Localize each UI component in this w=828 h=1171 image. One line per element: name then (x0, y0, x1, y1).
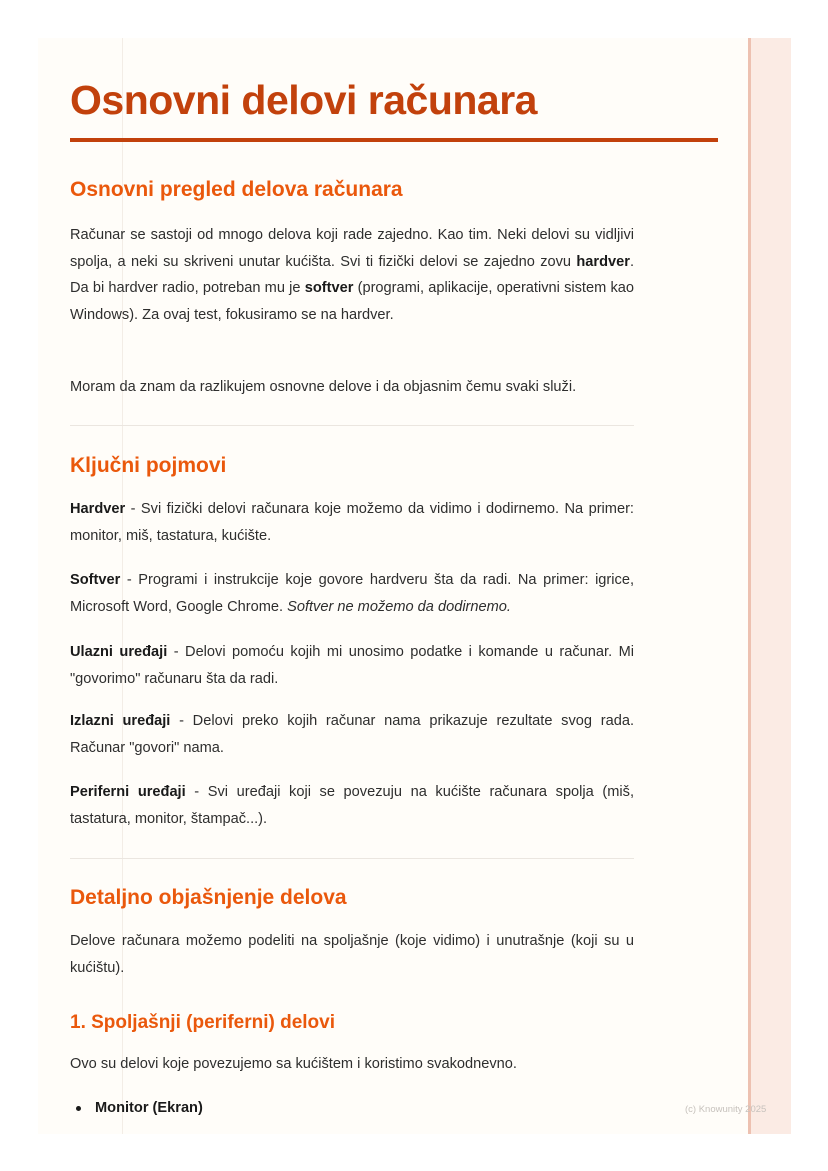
term-periferni-uredjaji (70, 779, 634, 832)
section-divider (70, 858, 634, 859)
external-parts-list (70, 1095, 203, 1121)
details-intro-paragraph: Delove računara možemo podeliti na spoljašnje (koje vidimo) i unutrašnje (koji su u kućištu). (70, 933, 634, 976)
list-item (70, 1095, 203, 1121)
bullet-icon (76, 1106, 81, 1111)
term-hardver (70, 496, 634, 549)
term-ulazni-uredjaji (70, 639, 634, 692)
section-heading-key-terms: Ključni pojmovi (70, 454, 227, 477)
term-label: Periferni uređaji (70, 784, 186, 800)
overview-paragraph (70, 222, 634, 328)
term-italic-note: Softver ne možemo da dodirnemo. (287, 598, 511, 615)
external-parts-intro: Ovo su delovi koje povezujemo sa kućištem i koristimo svakodnevno. (70, 1056, 517, 1072)
copyright-notice: (c) Knowunity 2025 (685, 1104, 767, 1115)
overview-text-3: (programi, aplikacije, operativni sistem kao Windows). Za ovaj test, fokusiramo se na hardver. (70, 280, 634, 323)
overview-goal-paragraph: Moram da znam da razlikujem osnovne delove i da objasnim čemu svaki služi. (70, 379, 577, 395)
term-definition: - Programi i instrukcije koje govore hardveru šta da radi. Na primer: igrice, Microsoft Word, Google Chrome. (70, 572, 634, 615)
right-margin-strip (748, 38, 791, 1134)
overview-text-1: Računar se sastoji od mnogo delova koji rade zajedno. Kao tim. Neki delovi su vidljivi spolja, a neki su skriveni unutar kućišta. Svi ti fizički delovi se zajedno zovu (70, 227, 634, 270)
section-heading-overview: Osnovni pregled delova računara (70, 178, 403, 201)
term-definition: - Delovi preko kojih računar nama prikazuje rezultate svog rada. Računar "govori" nama. (70, 713, 634, 756)
document-page (38, 38, 791, 1134)
term-hardver-bold: hardver (576, 253, 630, 270)
term-label: Izlazni uređaji (70, 713, 171, 729)
term-label: Ulazni uređaji (70, 644, 168, 660)
section-divider (70, 425, 634, 426)
term-definition: - Delovi pomoću kojih mi unosimo podatke i komande u računar. Mi "govorimo" računaru šta da radi. (70, 644, 634, 687)
overview-text-2: . Da bi hardver radio, potreban mu je (70, 253, 634, 296)
page-title: Osnovni delovi računara (70, 77, 537, 123)
list-item-label: Monitor (Ekran) (95, 1100, 203, 1116)
term-softver (70, 567, 634, 620)
subsection-heading-external-parts: 1. Spoljašnji (periferni) delovi (70, 1012, 335, 1033)
term-definition: - Svi uređaji koji se povezuju na kućište računara spolja (miš, tastatura, monitor, štampač...). (70, 784, 634, 827)
term-softver-bold: softver (304, 280, 354, 296)
title-underline (70, 138, 718, 142)
term-label: Hardver (70, 501, 126, 517)
term-izlazni-uredjaji (70, 708, 634, 761)
term-definition: - Svi fizički delovi računara koje možemo da vidimo i dodirnemo. Na primer: monitor, miš, tastatura, kućište. (70, 501, 634, 544)
section-heading-details: Detaljno objašnjenje delova (70, 886, 347, 909)
term-label: Softver (70, 572, 121, 588)
